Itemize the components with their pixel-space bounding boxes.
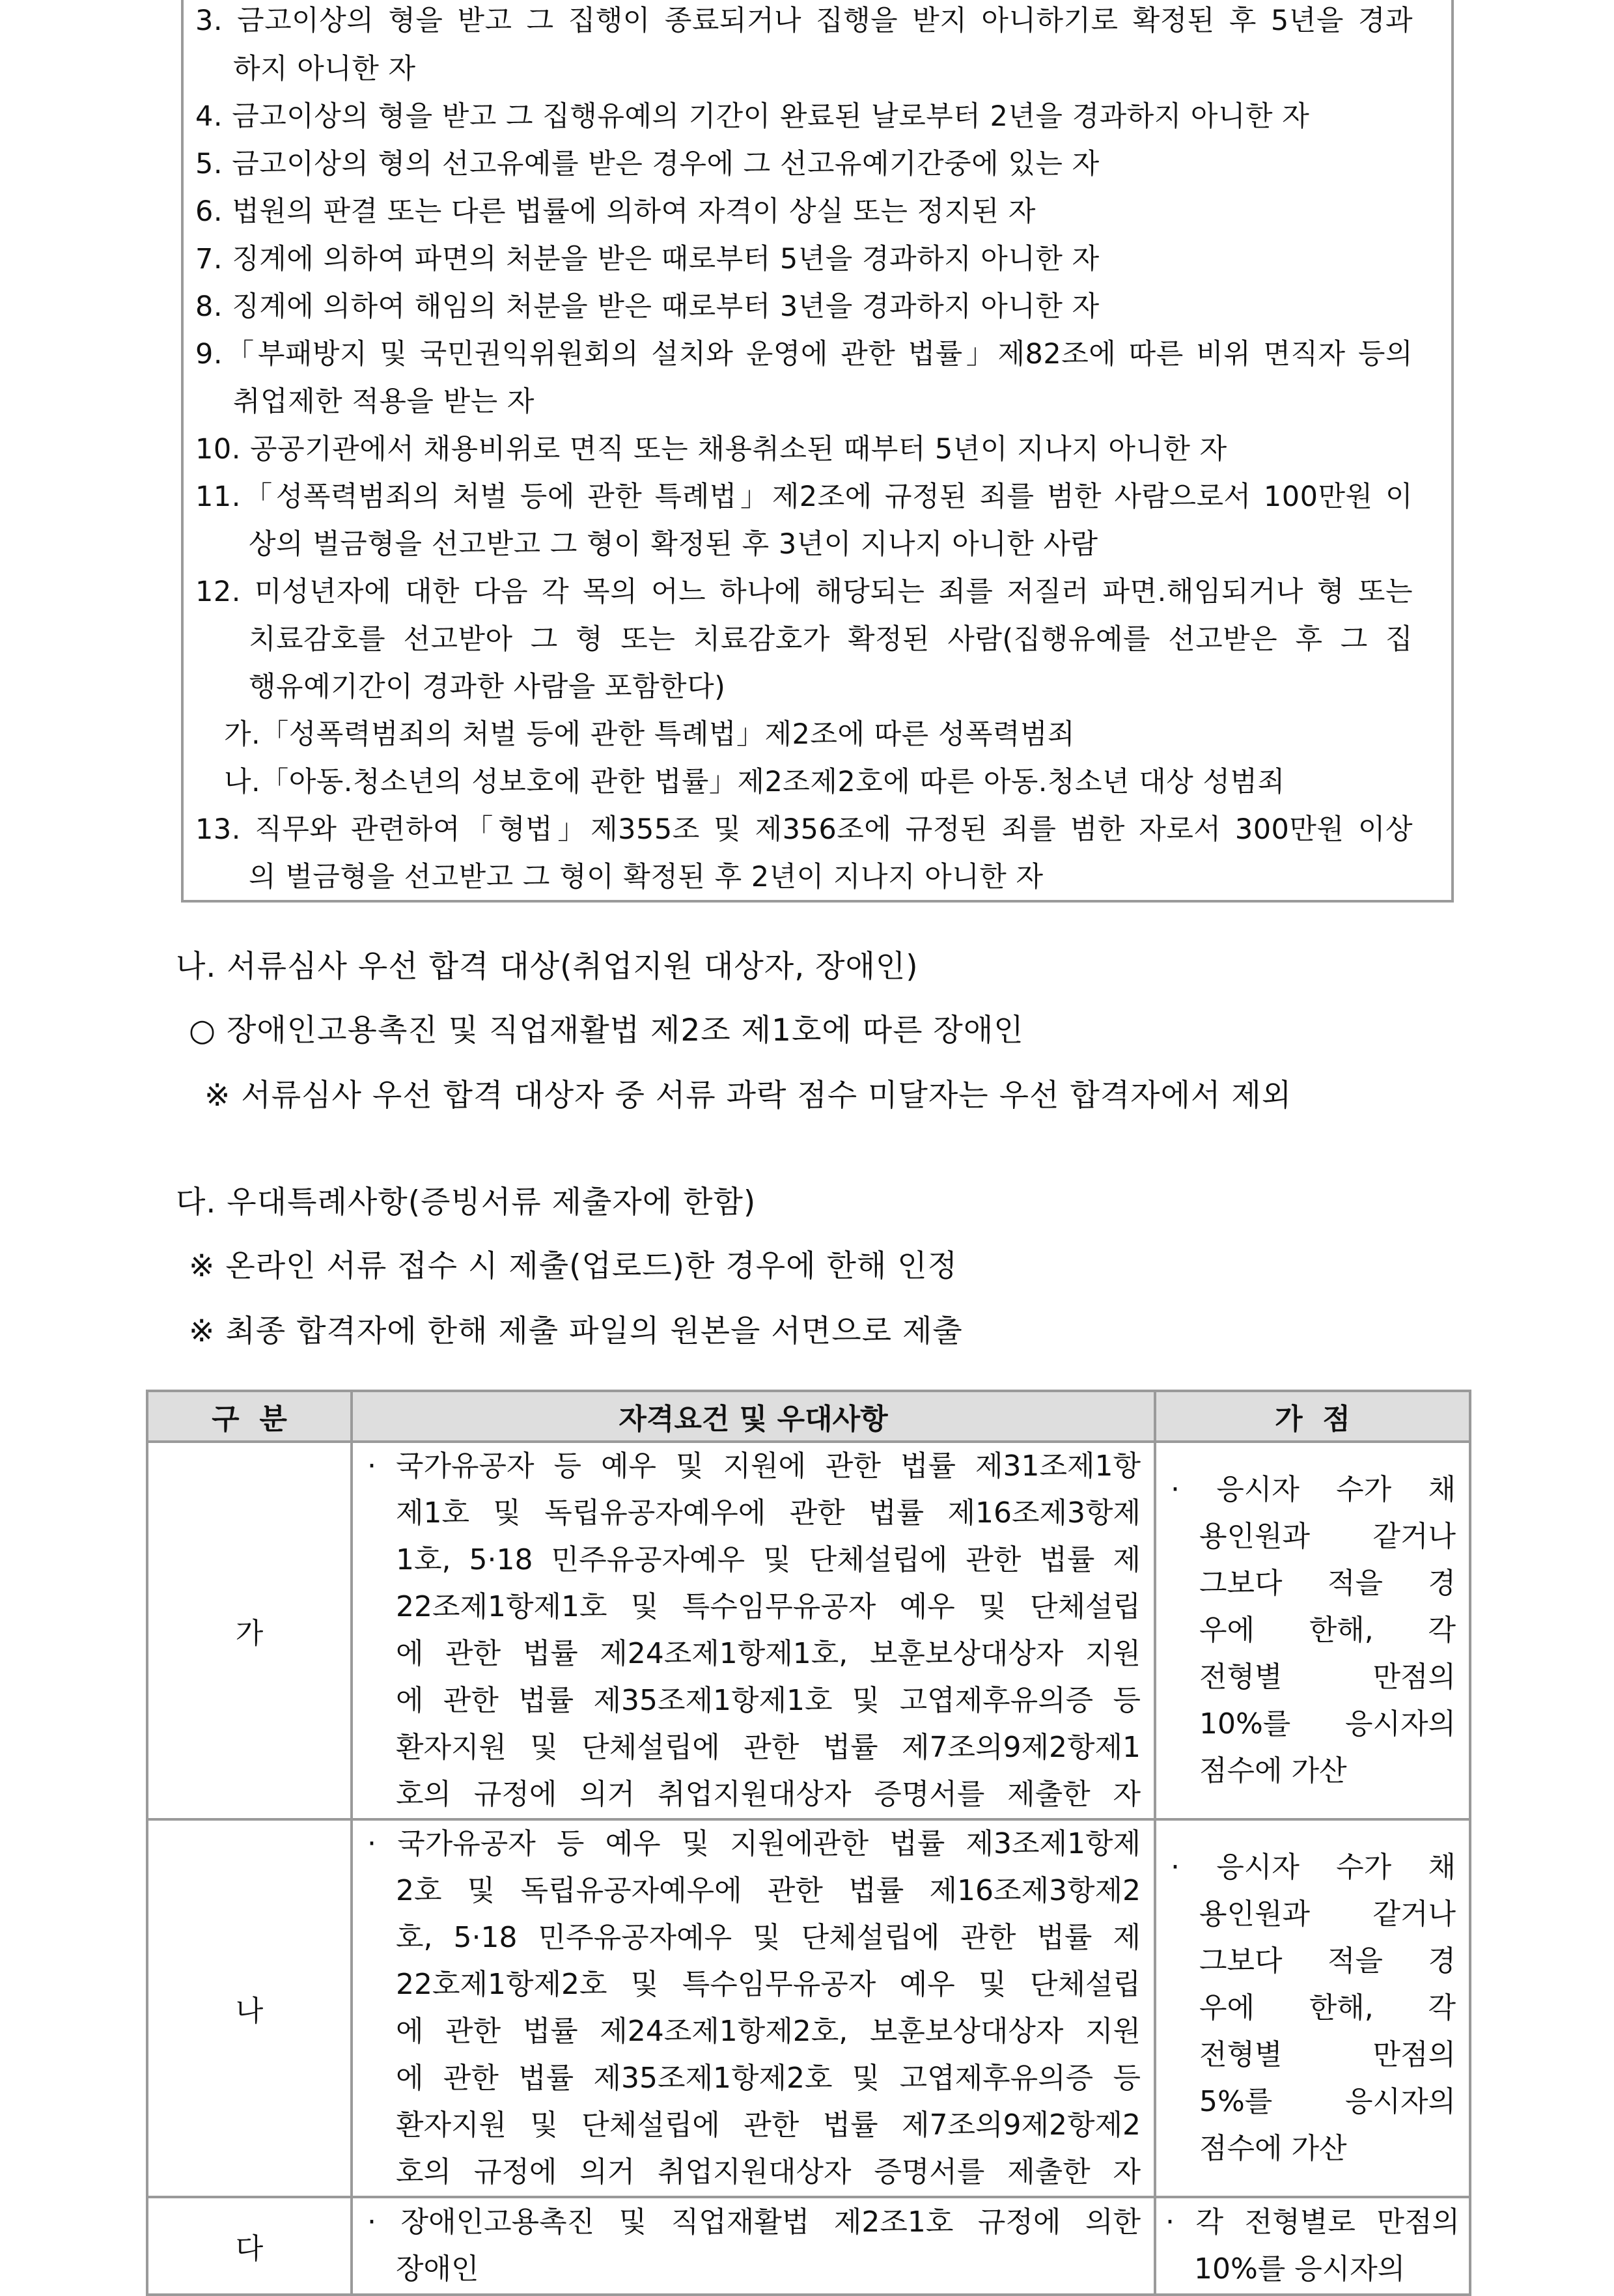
row-category: 나 [147,1819,352,2197]
requirement-line: 에 관한 법률 제24조제1항제1호, 보훈보상대상자 지원 [396,1637,1141,1670]
bonus-line: 용인원과 같거나 [1199,1897,1456,1931]
bonus-line: 그보다 적을 경 [1199,1567,1456,1600]
bonus-line: 5%를 응시자의 [1199,2085,1456,2118]
table-row [147,2197,1470,2295]
list-item: 6. 법원의 판결 또는 다른 법률에 의하여 자격이 상실 또는 정지된 자 [195,195,1036,228]
requirement-line: 1호, 5·18 민주유공자예우 및 단체설립에 관한 법률 제 [396,1543,1141,1576]
list-item: 3. 금고이상의 형을 받고 그 집행이 종료되거나 집행을 받지 아니하기로 확정된 후 5년을 경과 [195,5,1413,37]
requirement-line: 환자지원 및 단체설립에 관한 법률 제7조의9제2항제2 [396,2108,1141,2142]
list-item-cont: 행유예기간이 경과한 사람을 포함한다) [249,671,726,703]
requirement-line: · 국가유공자 등 예우 및 지원에관한 법률 제3조제1항제 [367,1827,1141,1860]
bonus-line: 점수에 가산 [1199,1754,1347,1787]
bonus-line: 용인원과 같거나 [1199,1520,1456,1553]
list-item-cont: 상의 벌금형을 선고받고 그 형이 확정된 후 3년이 지나지 아니한 사람 [249,528,1098,561]
table-row [147,1819,1470,2197]
sub-item: 가.「성폭력범죄의 처벌 등에 관한 특례법」제2조에 따른 성폭력범죄 [224,718,1076,751]
row-requirement [352,1442,1155,1819]
row-category: 가 [147,1442,352,1819]
requirement-line: · 장애인고용촉진 및 직업재활법 제2조1호 규정에 의한 [367,2205,1141,2239]
table-header-row [147,1391,1470,1442]
list-item-cont: 하지 아니한 자 [233,53,416,85]
requirement-line: 장애인 [396,2252,479,2286]
preference-table [146,1390,1471,2296]
sub-item: 나.「아동.청소년의 성보호에 관한 법률」제2조제2호에 따른 아동.청소년 대상 성범죄 [224,766,1285,798]
row-bonus [1155,1442,1470,1819]
list-item-cont: 의 벌금형을 선고받고 그 형이 확정된 후 2년이 지나지 아니한 자 [249,861,1044,893]
row-bonus [1155,1819,1470,2197]
list-item-cont: 취업제한 적용을 받는 자 [233,385,535,418]
header-requirement: 자격요건 및 우대사항 [352,1391,1155,1442]
list-item: 10. 공공기관에서 채용비위로 면직 또는 채용취소된 때부터 5년이 지나지 아니한 자 [195,433,1227,466]
header-bonus: 가 점 [1155,1391,1470,1442]
bonus-line: 전형별 만점의 [1199,1660,1456,1694]
list-item-cont: 치료감호를 선고받아 그 형 또는 치료감호가 확정된 사람(집행유예를 선고받은 후 그 집 [249,623,1413,656]
list-item: 4. 금고이상의 형을 받고 그 집행유예의 기간이 완료된 날로부터 2년을 경과하지 아니한 자 [195,100,1310,133]
section-da-note-1: ※ 온라인 서류 접수 시 제출(업로드)한 경우에 한해 인정 [189,1248,958,1284]
requirement-line: 2호 및 독립유공자예우에 관한 법률 제16조제3항제2 [396,1874,1141,1907]
requirement-line: 환자지원 및 단체설립에 관한 법률 제7조의9제2항제1 [396,1731,1141,1764]
requirement-line: 제1호 및 독립유공자예우에 관한 법률 제16조제3항제 [396,1496,1141,1530]
table-row [147,1442,1470,1819]
section-da-note-2: ※ 최종 합격자에 한해 제출 파일의 원본을 서면으로 제출 [189,1313,963,1349]
list-item: 9.「부패방지 및 국민권익위원회의 설치와 운영에 관한 법률」제82조에 따른 비위 면직자 등의 [195,338,1413,371]
bonus-line: · 응시자 수가 채 [1171,1851,1456,1884]
requirement-line: 호의 규정에 의거 취업지원대상자 증명서를 제출한 자 [396,2155,1141,2189]
bonus-line: 우에 한해, 각 [1199,1614,1456,1647]
list-item: 5. 금고이상의 형의 선고유예를 받은 경우에 그 선고유예기간중에 있는 자 [195,148,1100,180]
list-item: 8. 징계에 의하여 해임의 처분을 받은 때로부터 3년을 경과하지 아니한 자 [195,290,1100,323]
requirement-line: 22조제1항제1호 및 특수임무유공자 예우 및 단체설립 [396,1590,1141,1623]
row-requirement [352,1819,1155,2197]
requirement-line: 호의 규정에 의거 취업지원대상자 증명서를 제출한 자 [396,1778,1141,1811]
requirement-line: · 국가유공자 등 예우 및 지원에 관한 법률 제31조제1항 [367,1449,1141,1483]
header-category: 구 분 [147,1391,352,1442]
row-bonus [1155,2197,1470,2295]
requirement-line: 에 관한 법률 제35조제1항제2호 및 고엽제후유의증 등 [396,2062,1141,2095]
section-heading-da: 다. 우대특례사항(증빙서류 제출자에 한함) [176,1184,757,1220]
row-requirement [352,2197,1155,2295]
list-item: 13. 직무와 관련하여「형법」제355조 및 제356조에 규정된 죄를 범한 자로서 300만원 이상 [195,813,1413,846]
bonus-line: 우에 한해, 각 [1199,1991,1456,2024]
requirement-line: 호, 5·18 민주유공자예우 및 단체설립에 관한 법률 제 [396,1921,1141,1954]
list-item: 7. 징계에 의하여 파면의 처분을 받은 때로부터 5년을 경과하지 아니한 자 [195,243,1100,275]
requirement-line: 22호제1항제2호 및 특수임무유공자 예우 및 단체설립 [396,1968,1141,2001]
requirement-line: 에 관한 법률 제24조제1항제2호, 보훈보상대상자 지원 [396,2015,1141,2048]
bonus-line: · 각 전형별로 만점의 [1165,2205,1460,2239]
bonus-line: 전형별 만점의 [1199,2038,1456,2071]
list-item: 11.「성폭력범죄의 처벌 등에 관한 특례법」제2조에 규정된 죄를 범한 사람으로서 100만원 이 [195,481,1413,513]
list-item: 12. 미성년자에 대한 다음 각 목의 어느 하나에 해당되는 죄를 저질러 파면.해임되거나 형 또는 [195,576,1413,608]
section-na-item: ○ 장애인고용촉진 및 직업재활법 제2조 제1호에 따른 장애인 [189,1013,1024,1048]
section-heading-na: 나. 서류심사 우선 합격 대상(취업지원 대상자, 장애인) [176,949,919,985]
bonus-line: 그보다 적을 경 [1199,1944,1456,1978]
bonus-line: · 응시자 수가 채 [1171,1473,1456,1506]
row-category: 다 [147,2197,352,2295]
bonus-line: 점수에 가산 [1199,2132,1347,2165]
section-na-note: ※ 서류심사 우선 합격 대상자 중 서류 과락 점수 미달자는 우선 합격자에서 제외 [204,1078,1292,1113]
bonus-line: 10%를 응시자의 [1194,2252,1406,2286]
bonus-line: 10%를 응시자의 [1199,1707,1456,1741]
requirement-line: 에 관한 법률 제35조제1항제1호 및 고엽제후유의증 등 [396,1684,1141,1717]
